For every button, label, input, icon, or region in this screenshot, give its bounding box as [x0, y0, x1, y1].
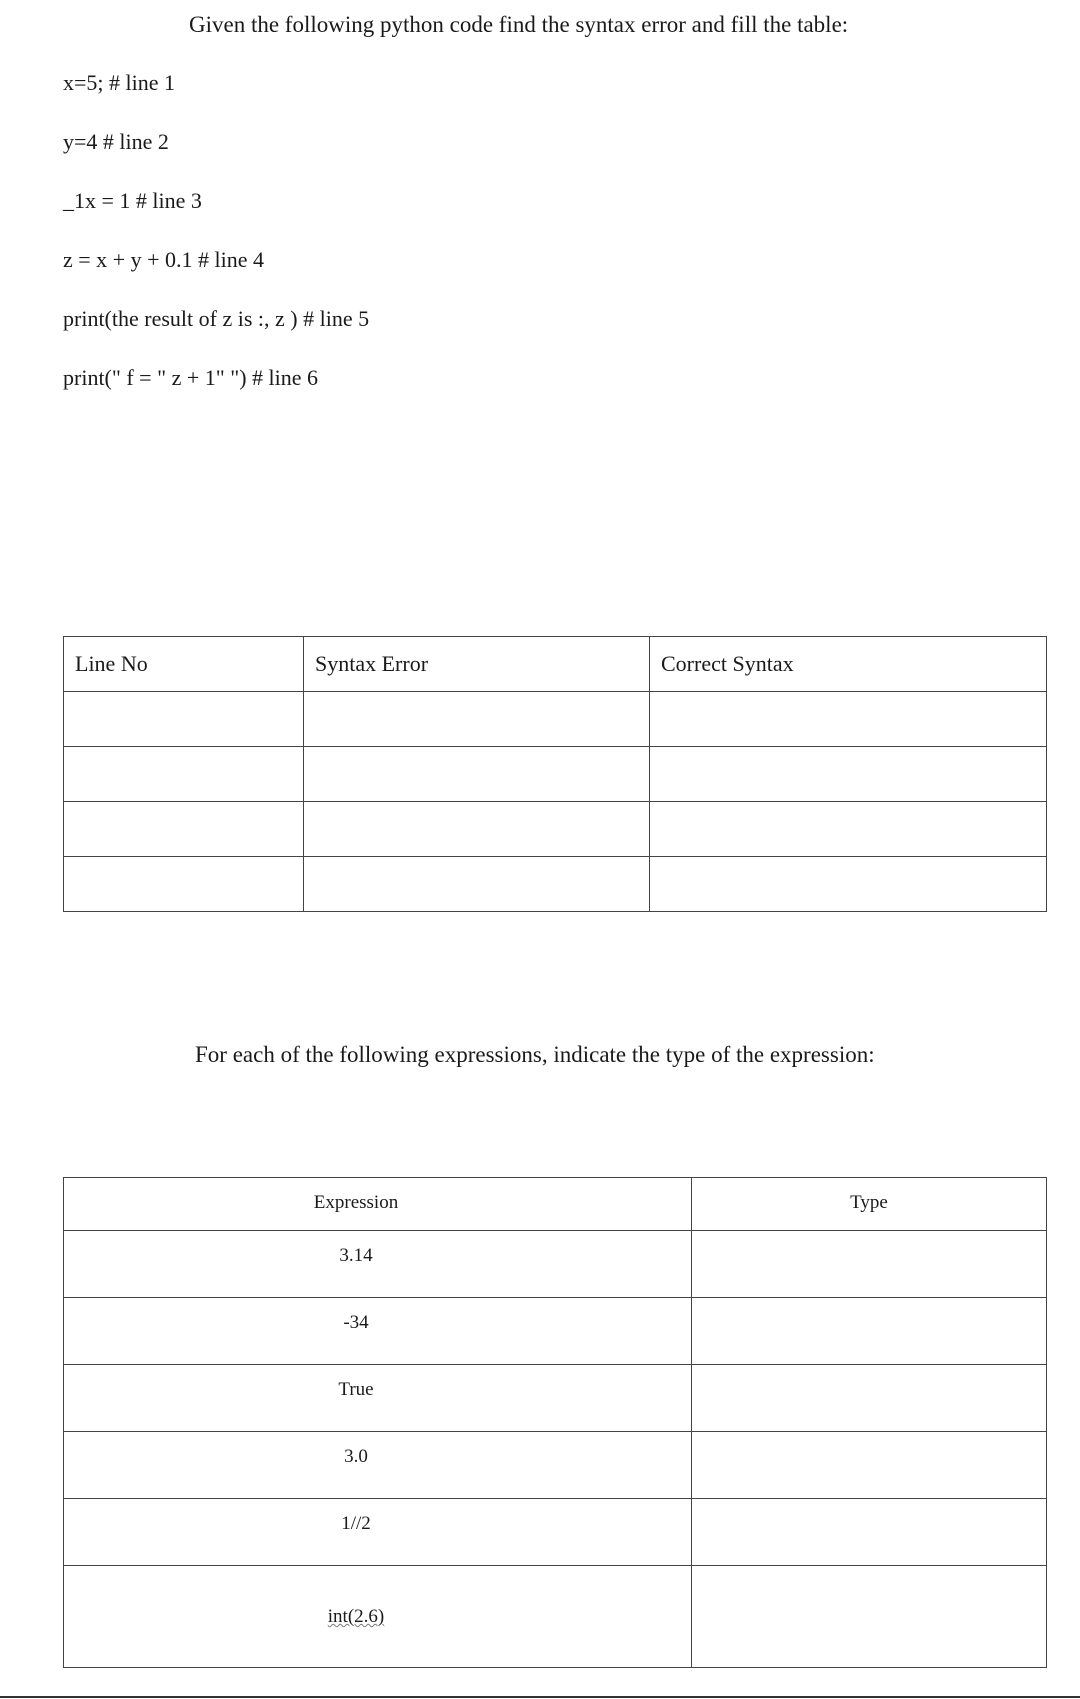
correct-syntax-cell[interactable]: [650, 692, 1047, 747]
type-cell[interactable]: [692, 1432, 1047, 1499]
expression-type-table: [63, 1177, 1047, 1668]
header-syntax-error: Syntax Error: [304, 637, 650, 692]
type-cell[interactable]: [692, 1365, 1047, 1432]
header-line-no: Line No: [64, 637, 304, 692]
expression-type-question-heading: For each of the following expressions, indicate the type of the expression:: [195, 1042, 875, 1067]
code-line-1: x=5; # line 1: [63, 70, 176, 95]
expression-cell: 1//2: [64, 1499, 692, 1566]
type-cell[interactable]: [692, 1566, 1047, 1668]
expression-cell: -34: [64, 1298, 692, 1365]
line-no-cell[interactable]: [64, 802, 304, 857]
syntax-error-cell[interactable]: [304, 857, 650, 912]
syntax-error-table: [63, 636, 1047, 912]
table-row: [64, 1566, 1047, 1668]
table-row: [64, 747, 1047, 802]
table-row: [64, 1231, 1047, 1298]
table-row: [64, 1432, 1047, 1499]
expression-cell: 3.14: [64, 1231, 692, 1298]
line-no-cell[interactable]: [64, 857, 304, 912]
syntax-error-cell[interactable]: [304, 747, 650, 802]
table-row: [64, 1499, 1047, 1566]
syntax-error-cell[interactable]: [304, 802, 650, 857]
table-header-row: [64, 1178, 1047, 1231]
type-cell[interactable]: [692, 1298, 1047, 1365]
code-line-5: print(the result of z is :, z ) # line 5: [63, 306, 370, 331]
syntax-question-heading: Given the following python code find the syntax error and fill the table:: [189, 12, 849, 37]
code-line-4: z = x + y + 0.1 # line 4: [63, 247, 264, 272]
header-type: Type: [692, 1178, 1047, 1231]
table-row: [64, 1298, 1047, 1365]
spellcheck-underlined-expression: int(2.6): [327, 1606, 385, 1627]
expression-cell: 3.0: [64, 1432, 692, 1499]
type-cell[interactable]: [692, 1499, 1047, 1566]
header-correct-syntax: Correct Syntax: [650, 637, 1047, 692]
expression-cell: [64, 1566, 692, 1668]
header-expression: Expression: [64, 1178, 692, 1231]
code-line-6: print(" f = " z + 1" ") # line 6: [63, 365, 319, 390]
table-row: [64, 802, 1047, 857]
line-no-cell[interactable]: [64, 747, 304, 802]
table-row: [64, 692, 1047, 747]
code-line-2: y=4 # line 2: [63, 129, 169, 154]
syntax-error-cell[interactable]: [304, 692, 650, 747]
page-bottom-rule: [0, 1696, 1080, 1698]
code-line-3: _1x = 1 # line 3: [63, 188, 202, 213]
expression-cell: True: [64, 1365, 692, 1432]
correct-syntax-cell[interactable]: [650, 747, 1047, 802]
correct-syntax-cell[interactable]: [650, 857, 1047, 912]
table-row: [64, 857, 1047, 912]
line-no-cell[interactable]: [64, 692, 304, 747]
table-header-row: [64, 637, 1047, 692]
correct-syntax-cell[interactable]: [650, 802, 1047, 857]
table-row: [64, 1365, 1047, 1432]
type-cell[interactable]: [692, 1231, 1047, 1298]
